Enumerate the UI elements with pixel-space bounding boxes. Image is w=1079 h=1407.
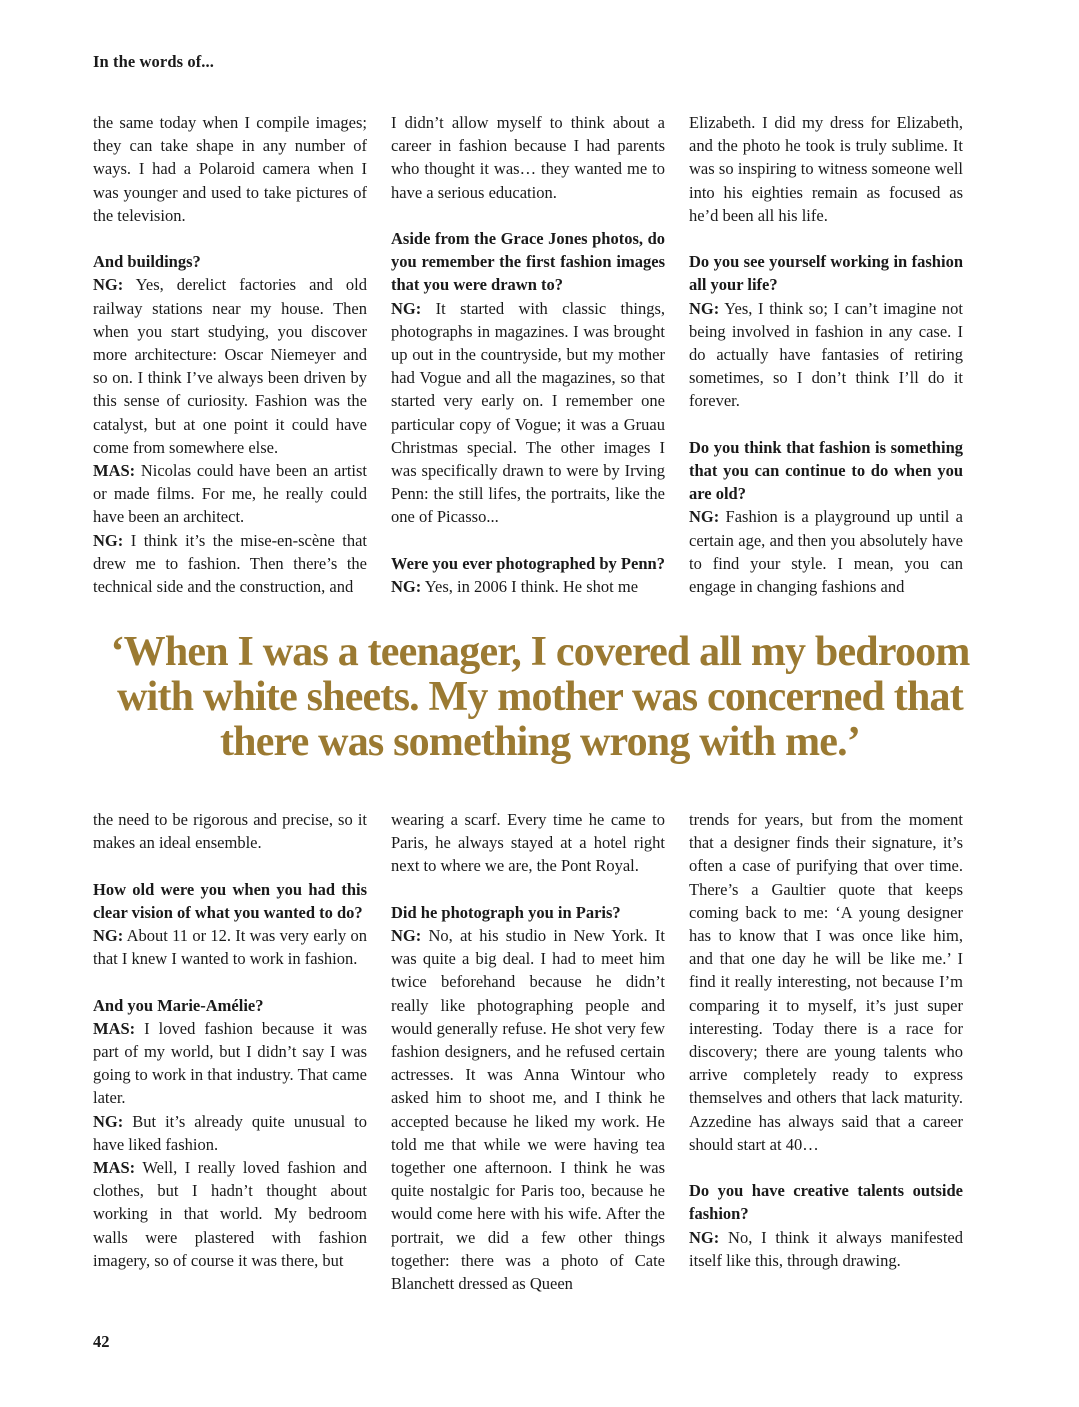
paragraph-gap — [391, 529, 665, 552]
answer-text: I think it’s the mise-en-scène that drew me to fashion. Then there’s the technical side and the construction, and — [93, 530, 367, 597]
speaker-label: NG: — [391, 926, 422, 945]
speaker-label: NG: — [689, 1227, 720, 1247]
interview-question: And you Marie-Amélie? — [93, 995, 264, 1015]
interview-answer — [391, 924, 665, 1295]
paragraph: the need to be rigorous and precise, so it makes an ideal ensemble. — [93, 810, 367, 853]
pull-quote-line: with white sheets. My mother was concerned that — [117, 674, 963, 720]
answer-text: It started with classic things, photographs in magazines. I was brought up out in the countryside, but my mother had Vogue and all the magazines, so that started very early on. I remember one particular copy of Vogue; it was a Gruau Christmas special. The other images I was specifically drawn to were by Irving Penn: the still lifes, the portraits, like the one of Picasso... — [391, 298, 665, 527]
answer-text: Yes, in 2006 I think. He shot me — [421, 577, 639, 597]
answer-text: But it’s already quite unusual to have liked fashion. — [93, 1111, 367, 1154]
paragraph-gap — [689, 413, 963, 436]
interview-answer — [93, 1017, 367, 1110]
interview-question: Did he photograph you in Paris? — [391, 902, 621, 922]
bottom-columns — [93, 808, 963, 1295]
interview-answer — [689, 1226, 963, 1272]
article-column — [391, 111, 665, 598]
pull-quote-line: ‘When I was a teenager, I covered all my bedroom — [110, 629, 970, 675]
article-column — [391, 808, 665, 1295]
interview-answer — [93, 459, 367, 529]
speaker-label: NG: — [689, 298, 720, 318]
article-column — [689, 111, 963, 598]
answer-text: About 11 or 12. It was very early on that I knew I wanted to work in fashion. — [93, 926, 367, 969]
answer-text: I loved fashion because it was part of my world, but I didn’t say I was going to work in that industry. That came later. — [93, 1018, 367, 1108]
answer-text: Fashion is a playground up until a certain age, and then you absolutely have to find your style. I mean, you can engage in changing fashions and — [689, 507, 963, 597]
interview-answer — [93, 1156, 367, 1272]
interview-question: How old were you when you had this clear vision of what you wanted to do? — [93, 879, 367, 922]
interview-question: Do you see yourself working in fashion all your life? — [689, 252, 963, 295]
paragraph-gap — [689, 1156, 963, 1179]
interview-question: Aside from the Grace Jones photos, do you remember the first fashion images that you were drawn to? — [391, 229, 665, 295]
speaker-label: NG: — [391, 577, 422, 597]
interview-answer — [391, 575, 665, 598]
pull-quote-line: there was something wrong with me.’ — [219, 719, 861, 765]
paragraph-gap — [391, 878, 665, 901]
answer-text: Nicolas could have been an artist or made films. For me, he really could have been an architect. — [93, 461, 367, 527]
paragraph: I didn’t allow myself to think about a career in fashion because I had parents who thought it was… they wanted me to have a serious education. — [391, 113, 665, 202]
interview-answer — [93, 1110, 367, 1156]
interview-answer — [391, 297, 665, 529]
interview-answer — [93, 529, 367, 599]
interview-question: And buildings? — [93, 252, 201, 272]
speaker-label: NG: — [93, 275, 124, 295]
interview-question: Do you have creative talents outside fashion? — [689, 1181, 963, 1224]
article-column — [689, 808, 963, 1295]
speaker-label: MAS: — [93, 1018, 136, 1038]
paragraph: the same today when I compile images; they can take shape in any number of ways. I had a Polaroid camera when I was younger and used to take pictures of the television. — [93, 113, 367, 225]
top-columns — [93, 111, 963, 598]
speaker-label: NG: — [93, 1111, 124, 1131]
answer-text: No, at his studio in New York. It was quite a big deal. I had to meet him twice beforehand because he didn’t really like photographing people and would generally refuse. He shot very few fashion designers, and he refused certain actresses. It was Anna Wintour who asked him to shoot me, and I think he accepted because he liked my work. He told me that while we were having tea together one afternoon. I think he was quite nostalgic for Paris too, because he would come here with his wife. After the portrait, we did a few other things together: there was a photo of Cate Blanchett dressed as Queen — [391, 926, 665, 1294]
paragraph-gap — [689, 227, 963, 250]
answer-text: Yes, derelict factories and old railway stations near my house. Then when you start studying, you discover more architecture: Oscar Niemeyer and so on. I think I’ve always been driven by this sense of curiosity. Fashion was the catalyst, but at one point it could have come from somewhere else. — [93, 275, 367, 457]
interview-answer — [93, 273, 367, 459]
interview-question: Were you ever photographed by Penn? — [391, 553, 665, 573]
speaker-label: MAS: — [93, 461, 136, 481]
article-column — [93, 808, 367, 1295]
answer-text: No, I think it always manifested itself like this, through drawing. — [689, 1227, 963, 1270]
answer-text: Well, I really loved fashion and clothes, but I hadn’t thought about working in that world. My bedroom walls were plastered with fashion imagery, so of course it was there, but — [93, 1158, 367, 1270]
paragraph-gap — [93, 854, 367, 877]
answer-text: Yes, I think so; I can’t imagine not being involved in fashion in any case. I do actually have fantasies of retiring sometimes, so I don’t think I’ll do it forever. — [689, 298, 963, 411]
speaker-label: NG: — [93, 926, 124, 945]
interview-answer — [689, 297, 963, 413]
speaker-label: MAS: — [93, 1158, 136, 1178]
section-label: In the words of... — [93, 52, 214, 71]
paragraph-gap — [93, 970, 367, 993]
speaker-label: NG: — [93, 530, 124, 550]
article-column — [93, 111, 367, 598]
paragraph: Elizabeth. I did my dress for Elizabeth, and the photo he took is truly sublime. It was so inspiring to witness someone well into his eighties remain as focused as he’d been all his life. — [689, 113, 963, 225]
interview-answer — [93, 924, 367, 970]
paragraph-gap — [93, 227, 367, 250]
paragraph: trends for years, but from the moment that a designer finds their signature, it’s often a case of purifying that over time. There’s a Gaultier quote that keeps coming back to me: ‘A young designer has to know that I was once like him, and that one day he will be like me.’ I find it really interesting, not because I’m comparing it to myself, it’s just super interesting. Today there is a race for discovery; there are young talents who arrive completely ready to express themselves and others that lack maturity. Azzedine has always said that a career should start at 40… — [689, 810, 963, 1154]
paragraph-gap — [391, 204, 665, 227]
speaker-label: NG: — [391, 298, 422, 318]
interview-question: Do you think that fashion is something that you can continue to do when you are old? — [689, 437, 963, 504]
speaker-label: NG: — [689, 507, 720, 527]
interview-answer — [689, 505, 963, 598]
paragraph: wearing a scarf. Every time he came to Paris, he always stayed at a hotel right next to where we are, the Pont Royal. — [391, 810, 665, 876]
pull-quote — [60, 630, 1020, 765]
page-number: 42 — [93, 1332, 110, 1351]
